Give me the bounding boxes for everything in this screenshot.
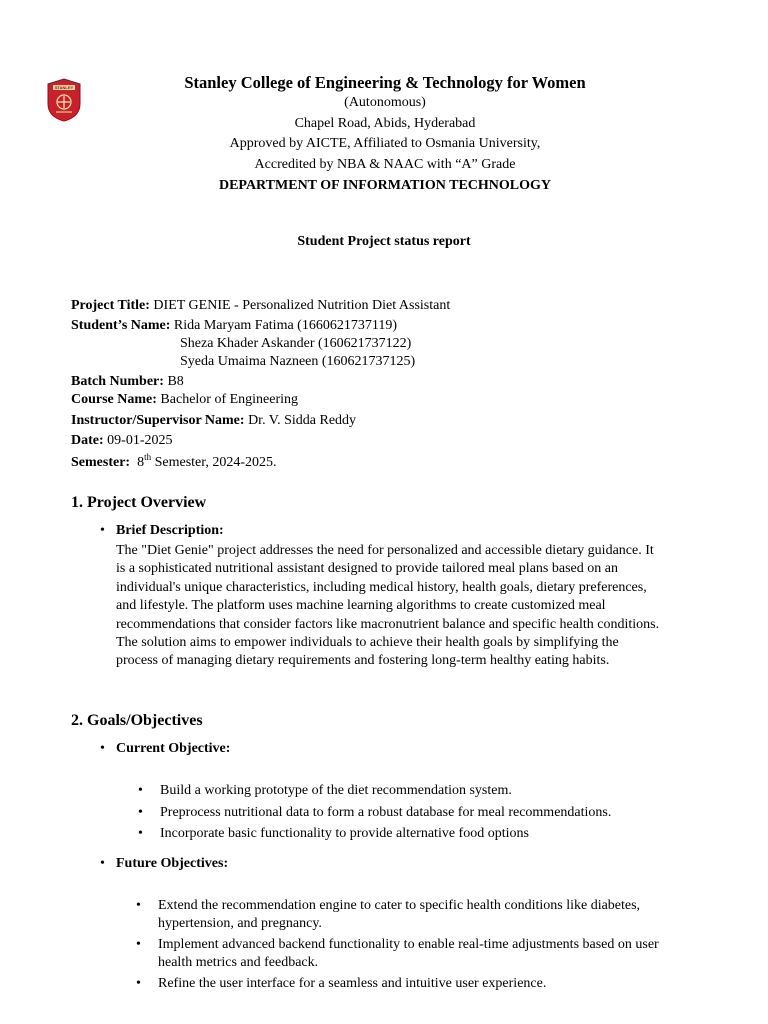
paragraph-line: recommendations that consider factors like macronutrient balance and specific health conditions.	[116, 616, 660, 632]
batch-value: B8	[167, 374, 184, 389]
section-heading-goals: 2. Goals/Objectives	[71, 712, 203, 729]
project-title-row	[71, 298, 450, 314]
student-name: Rida Maryam Fatima (1660621737119)	[173, 318, 397, 333]
date-value: 09-01-2025	[107, 433, 173, 448]
list-item-text: Extend the recommendation engine to cater to specific health conditions like diabetes,	[158, 898, 641, 913]
instructor-value: Dr. V. Sidda Reddy	[248, 413, 357, 428]
semester-number: 8	[137, 455, 145, 470]
bullet-glyph: •	[136, 937, 141, 952]
instructor-label: Instructor/Supervisor Name:	[71, 413, 245, 428]
students-label: Student’s Name:	[71, 318, 171, 333]
instructor-row	[71, 413, 356, 429]
bullet-glyph: •	[100, 741, 105, 756]
list-item-text: health metrics and feedback.	[158, 955, 319, 970]
student-name: Sheza Khader Askander (160621737122)	[180, 336, 412, 351]
date-label: Date:	[71, 433, 104, 448]
students-row	[71, 318, 397, 334]
accreditation-line: Accredited by NBA & NAAC with “A” Grade	[254, 157, 516, 172]
college-address: Chapel Road, Abids, Hyderabad	[294, 116, 476, 131]
paragraph-line: and lifestyle. The platform uses machine learning algorithms to create customized meal	[116, 598, 606, 614]
course-label: Course Name:	[71, 392, 157, 407]
paragraph-line: process of managing dietary requirements and fostering long-term healthy eating habits.	[116, 653, 610, 669]
paragraph-line: is a sophisticated nutritional assistant designed to provide tailored meal plans based on an	[116, 561, 618, 577]
course-row	[71, 392, 298, 408]
batch-label: Batch Number:	[71, 374, 164, 389]
project-title-label: Project Title:	[71, 298, 150, 313]
semester-rest: Semester, 2024-2025.	[154, 455, 277, 470]
college-logo	[46, 78, 82, 122]
list-item-text: Build a working prototype of the diet recommendation system.	[160, 783, 512, 798]
college-name: Stanley College of Engineering & Technology for Women	[184, 73, 586, 92]
list-item-text: Refine the user interface for a seamless and intuitive user experience.	[158, 976, 547, 991]
autonomous-status: (Autonomous)	[344, 95, 426, 110]
list-item-text: Preprocess nutritional data to form a robust database for meal recommendations.	[160, 805, 612, 820]
department-name: DEPARTMENT OF INFORMATION TECHNOLOGY	[218, 178, 552, 193]
section-heading-overview: 1. Project Overview	[71, 494, 207, 511]
student-name: Syeda Umaima Nazneen (160621737125)	[180, 354, 416, 369]
bullet-label: Current Objective:	[116, 741, 231, 756]
paragraph-line: individual's unique characteristics, including medical history, health goals, dietary preferences,	[116, 579, 647, 595]
course-value: Bachelor of Engineering	[160, 392, 299, 407]
bullet-label: Future Objectives:	[116, 856, 229, 871]
paragraph-line: The solution aims to empower individuals to achieve their health goals by simplifying the	[116, 635, 619, 651]
bullet-glyph: •	[100, 856, 105, 871]
paragraph-line: The "Diet Genie" project addresses the need for personalized and accessible dietary guidance. It	[116, 543, 654, 558]
list-item-text: Implement advanced backend functionality to enable real-time adjustments based on user	[158, 937, 659, 952]
list-item-text: Incorporate basic functionality to provide alternative food options	[160, 826, 529, 841]
semester-suffix: th	[144, 452, 152, 462]
bullet-label: Brief Description:	[116, 523, 224, 538]
semester-row	[71, 452, 277, 471]
list-item-text: hypertension, and pregnancy.	[158, 916, 322, 931]
bullet-glyph: •	[138, 826, 143, 841]
bullet-glyph: •	[138, 783, 143, 798]
batch-row	[71, 374, 184, 390]
bullet-glyph: •	[100, 523, 105, 538]
bullet-glyph: •	[136, 898, 141, 913]
date-row	[71, 433, 172, 449]
bullet-glyph: •	[138, 805, 143, 820]
logo-text: STANLEY	[54, 85, 74, 91]
project-title-value: DIET GENIE - Personalized Nutrition Diet Assistant	[153, 298, 451, 313]
approval-line: Approved by AICTE, Affiliated to Osmania University,	[229, 136, 541, 151]
semester-label: Semester:	[71, 455, 131, 470]
report-title: Student Project status report	[297, 234, 471, 249]
bullet-glyph: •	[136, 976, 141, 991]
overview-paragraph	[116, 542, 706, 671]
